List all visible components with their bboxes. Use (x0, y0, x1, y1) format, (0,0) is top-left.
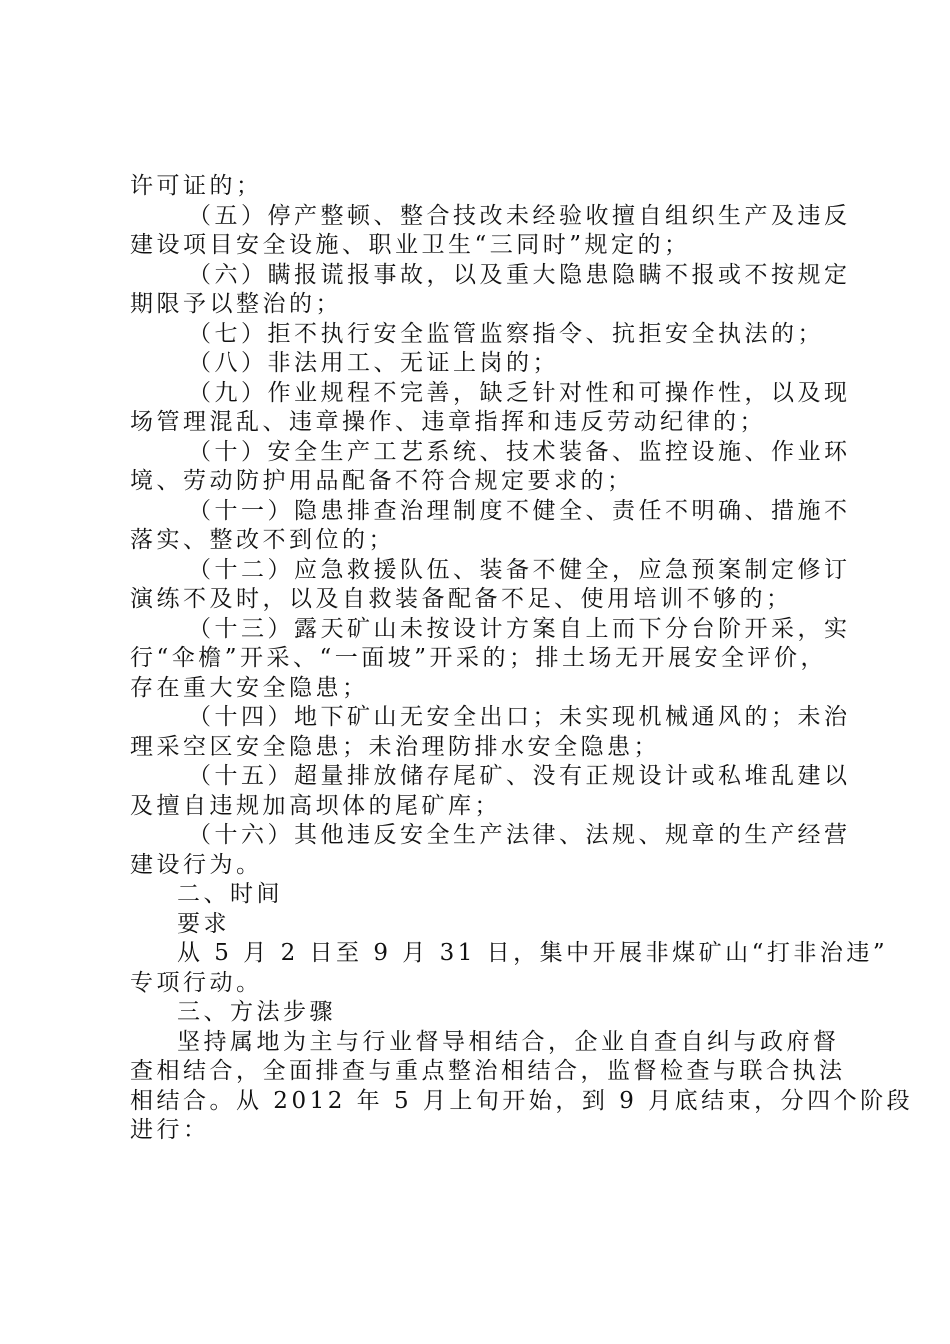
text-line: （十六）其他违反安全生产法律、法规、规章的生产经营 (188, 822, 851, 848)
text-line: 许可证的； (130, 173, 263, 199)
text-line: 期限予以整治的； (130, 291, 342, 317)
text-line: （八）非法用工、无证上岗的； (188, 350, 559, 376)
text-line: （十五）超量排放储存尾矿、没有正规设计或私堆乱建以 (188, 763, 851, 789)
text-line: （九）作业规程不完善，缺乏针对性和可操作性，以及现 (188, 379, 851, 406)
text-line: （十二）应急救援队伍、装备不健全，应急预案制定修订 (188, 556, 851, 583)
text-line: 场管理混乱、违章操作、违章指挥和违反劳动纪律的； (130, 409, 766, 435)
text-line: （十）安全生产工艺系统、技术装备、监控设施、作业环 (188, 438, 851, 465)
text-line: 从 5 月 2 日至 9 月 31 日，集中开展非煤矿山“打非治违” (177, 940, 889, 966)
text-line: 查相结合，全面排查与重点整治相结合，监督检查与联合执法 (130, 1058, 846, 1084)
text-line: 存在重大安全隐患； (130, 674, 369, 701)
text-line: 演练不及时，以及自救装备配备不足、使用培训不够的； (130, 586, 793, 612)
text-line: （五）停产整顿、整合技改未经验收擅自组织生产及违反 (188, 202, 851, 229)
text-line: 及擅自违规加高坝体的尾矿库； (130, 792, 501, 819)
document-body (130, 172, 914, 1146)
text-line: 建设项目安全设施、职业卫生“三同时”规定的； (130, 232, 691, 258)
text-line: （六）瞒报谎报事故，以及重大隐患隐瞒不报或不按规定 (188, 261, 851, 288)
text-line: 坚持属地为主与行业督导相结合，企业自查自纠与政府督 (177, 1028, 840, 1055)
text-line: 落实、整改不到位的； (130, 527, 395, 553)
text-line: （十一）隐患排查治理制度不健全、责任不明确、措施不 (188, 497, 851, 524)
text-line: 理采空区安全隐患；未治理防排水安全隐患； (130, 733, 660, 760)
text-line: 相结合。从 2012 年 5 月上旬开始，到 9 月底结束，分四个阶段 (130, 1087, 914, 1114)
text-line: 专项行动。 (130, 969, 263, 996)
text-line: （七）拒不执行安全监管监察指令、抗拒安全执法的； (188, 320, 824, 347)
text-line: 行“伞檐”开采、“一面坡”开采的；排土场无开展安全评价， (130, 645, 828, 671)
section-heading: 三、方法步骤 (177, 999, 336, 1025)
text-line: 要求 (177, 910, 230, 937)
text-line: 建设行为。 (130, 851, 263, 878)
text-line: （十三）露天矿山未按设计方案自上而下分台阶开采，实 (188, 615, 851, 642)
text-line: 进行： (130, 1117, 210, 1143)
text-line: （十四）地下矿山无安全出口；未实现机械通风的；未治 (188, 704, 851, 730)
text-line: 境、劳动防护用品配备不符合规定要求的； (130, 468, 634, 494)
section-heading: 二、时间 (177, 881, 283, 907)
